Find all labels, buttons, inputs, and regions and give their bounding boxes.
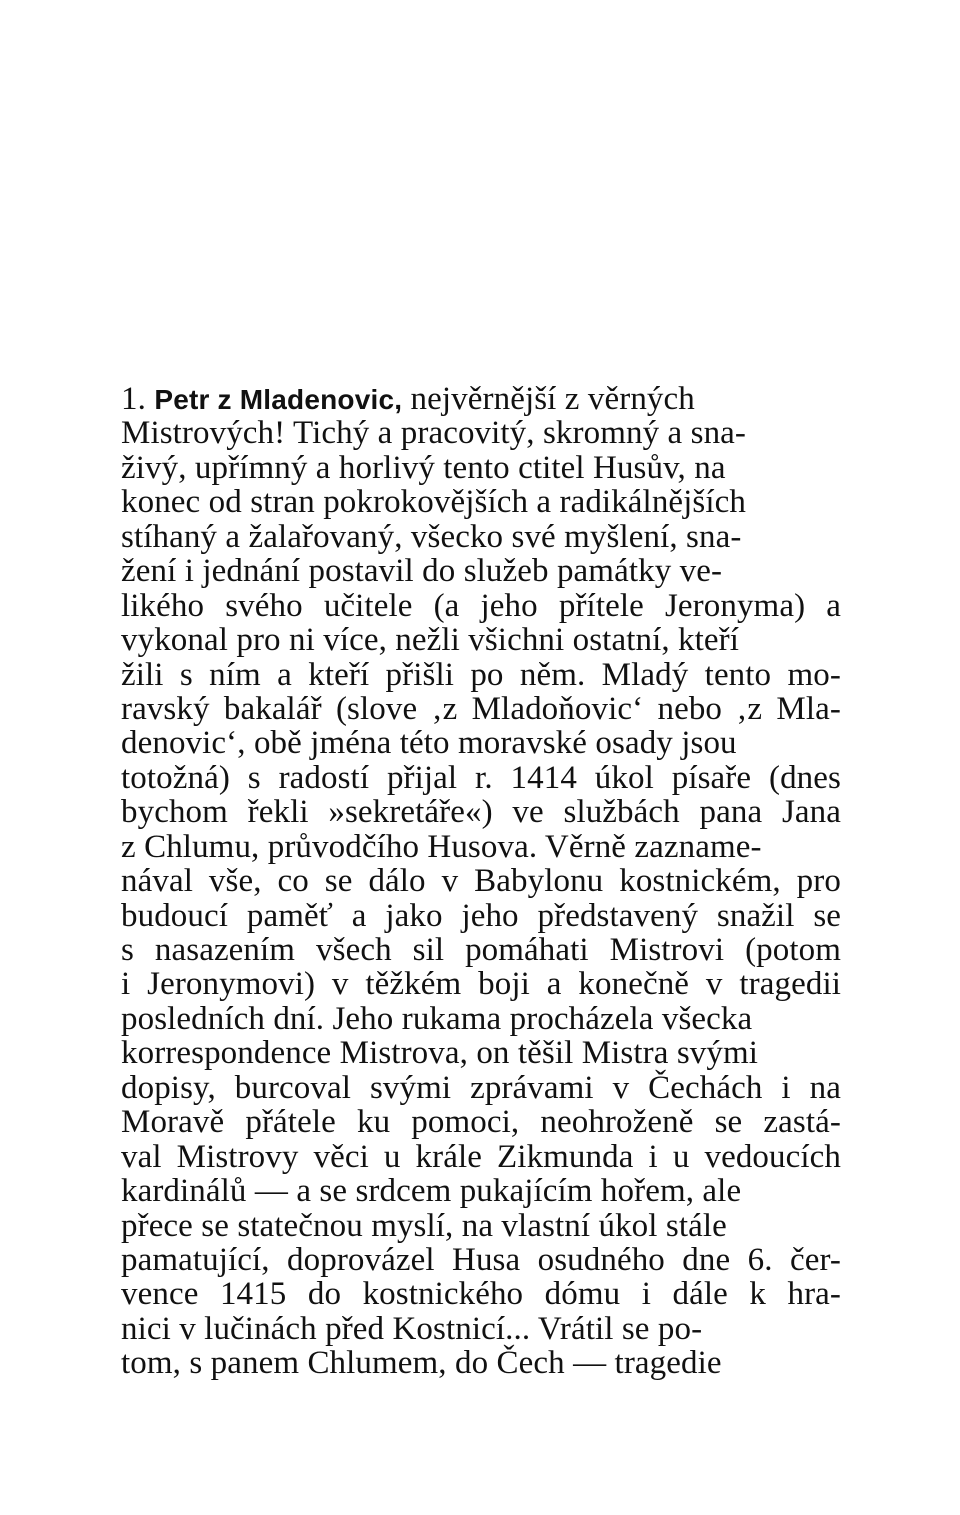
text-line: nával vše, co se dálo v Babylonu kostnickém, pro: [121, 863, 841, 900]
paragraph: [121, 382, 841, 1381]
text-line: likého svého učitele (a jeho přítele Jeronyma) a: [121, 587, 842, 624]
first-line-text: nejvěrnější z věrných: [402, 381, 695, 417]
text-line: žení i jednání postavil do služeb památky ve-: [121, 553, 723, 590]
text-line: živý, upřímný a horlivý tento ctitel Husův, na: [121, 449, 726, 486]
text-line: tom, s panem Chlumem, do Čech — tragedie: [121, 1345, 722, 1382]
text-line: i Jeronymovi) v těžkém boji a konečně v tragedii: [121, 966, 842, 1003]
text-line: vence 1415 do kostnického dómu i dále k hra-: [121, 1276, 842, 1313]
text-line: nici v lučinách před Kostnicí... Vrátil se po-: [121, 1310, 703, 1347]
text-line: korrespondence Mistrova, on těšil Mistra svými: [121, 1035, 758, 1072]
text-line: [121, 382, 841, 416]
section-number: 1.: [121, 381, 146, 417]
text-line: s nasazením všech sil pomáhati Mistrovi (potom: [121, 932, 841, 968]
text-line: ravský bakalář (slove ‚z Mladoňovic‘ nebo ‚z Mla-: [121, 690, 841, 727]
text-line: vykonal pro ni více, nežli všichni ostatní, kteří: [121, 622, 740, 659]
text-line: Moravě přátele ku pomoci, neohroženě se zastá-: [121, 1104, 841, 1141]
text-line: posledních dní. Jeho rukama procházela všecka: [121, 1000, 753, 1037]
text-line: stíhaný a žalařovaný, všecko své myšlení, sna-: [121, 518, 742, 555]
text-line: žili s ním a kteří přišli po něm. Mladý tento mo-: [121, 656, 841, 693]
text-line: dopisy, burcoval svými zprávami v Čechách i na: [121, 1069, 841, 1106]
text-line: kardinálů — a se srdcem pukajícím hořem, ale: [121, 1173, 742, 1210]
text-line: z Chlumu, průvodčího Husova. Věrně zazname-: [121, 828, 762, 865]
text-line: Mistrových! Tichý a pracovitý, skromný a sna-: [121, 415, 747, 452]
text-line: bychom řekli »sekretáře«) ve službách pana Jana: [121, 794, 841, 831]
text-line: konec od stran pokrokovějších a radikálnějších: [121, 484, 746, 521]
section-heading: Petr z Mladenovic,: [154, 384, 403, 415]
text-line: budoucí paměť a jako jeho představený snažil se: [121, 897, 842, 934]
text-line: val Mistrovy věci u krále Zikmunda i u vedoucích: [121, 1138, 841, 1175]
text-line: totožná) s radostí přijal r. 1414 úkol písaře (dnes: [121, 759, 841, 796]
text-line: denovic‘, obě jména této moravské osady jsou: [121, 725, 737, 762]
text-line: přece se statečnou myslí, na vlastní úkol stále: [121, 1207, 727, 1244]
text-line: pamatující, doprovázel Husa osudného dne 6. čer-: [121, 1241, 841, 1278]
